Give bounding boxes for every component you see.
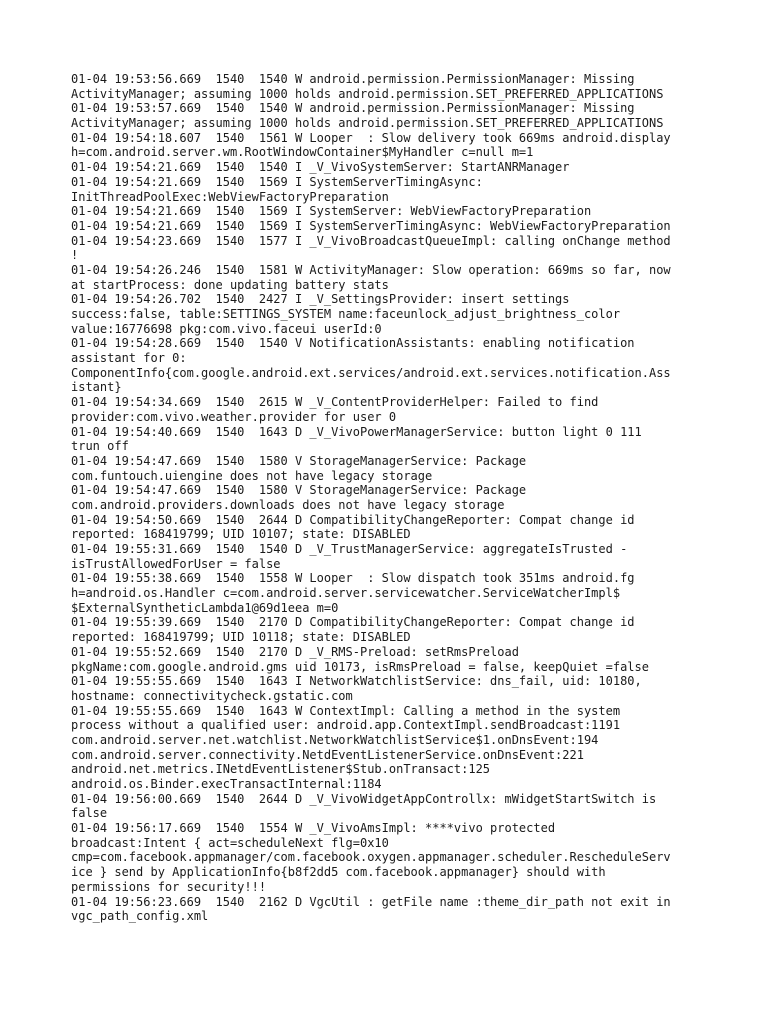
log-line: 01-04 19:54:34.669 1540 2615 W _V_ContentProviderHelper: Failed to find [71, 395, 599, 410]
log-line: InitThreadPoolExec:WebViewFactoryPreparation [71, 189, 389, 204]
log-line: 01-04 19:54:26.702 1540 2427 I _V_SettingsProvider: insert settings [71, 292, 570, 307]
log-line: 01-04 19:54:40.669 1540 1643 D _V_VivoPowerManagerService: button light 0 111 [71, 424, 642, 439]
log-line: cmp=com.facebook.appmanager/com.facebook.oxygen.appmanager.scheduler.RescheduleServ [71, 850, 671, 865]
log-line: 01-04 19:54:26.246 1540 1581 W ActivityManager: Slow operation: 669ms so far, now [71, 262, 671, 277]
log-line: 01-04 19:55:38.669 1540 1558 W Looper : Slow dispatch took 351ms android.fg [71, 571, 635, 586]
log-line: ice } send by ApplicationInfo{b8f2dd5 com.facebook.appmanager} should with [71, 865, 606, 880]
log-line: com.android.server.net.watchlist.NetworkWatchlistService$1.onDnsEvent:194 [71, 732, 599, 747]
log-line: vgc_path_config.xml [71, 909, 209, 924]
log-line: 01-04 19:54:21.669 1540 1540 I _V_VivoSystemServer: StartANRManager [71, 160, 570, 175]
log-line: process without a qualified user: android.app.ContextImpl.sendBroadcast:1191 [71, 718, 621, 733]
log-line: 01-04 19:54:47.669 1540 1580 V StorageManagerService: Package [71, 453, 527, 468]
log-line: com.android.providers.downloads does not have legacy storage [71, 497, 505, 512]
log-line: com.funtouch.uiengine does not have legacy storage [71, 468, 433, 483]
log-line: 01-04 19:55:55.669 1540 1643 I NetworkWatchlistService: dns_fail, uid: 10180, [71, 674, 642, 689]
log-line: $ExternalSyntheticLambda1@69d1eea m=0 [71, 600, 339, 615]
log-line: hostname: connectivitycheck.gstatic.com [71, 688, 353, 703]
log-line: 01-04 19:53:56.669 1540 1540 W android.permission.PermissionManager: Missing [71, 72, 635, 86]
log-line: 01-04 19:55:39.669 1540 2170 D CompatibilityChangeReporter: Compat change id [71, 615, 635, 630]
log-text-block [71, 72, 702, 924]
log-line: 01-04 19:54:21.669 1540 1569 I SystemServerTimingAsync: [71, 174, 483, 189]
log-line: 01-04 19:55:55.669 1540 1643 W ContextImpl: Calling a method in the system [71, 703, 621, 718]
log-line: 01-04 19:54:47.669 1540 1580 V StorageManagerService: Package [71, 483, 527, 498]
log-line: value:16776698 pkg:com.vivo.faceui userId:0 [71, 321, 382, 336]
log-line: reported: 168419799; UID 10118; state: DISABLED [71, 630, 411, 645]
log-line: 01-04 19:54:21.669 1540 1569 I SystemServer: WebViewFactoryPreparation [71, 204, 592, 219]
log-line: 01-04 19:54:18.607 1540 1561 W Looper : Slow delivery took 669ms android.display [71, 130, 671, 145]
log-line: pkgName:com.google.android.gms uid 10173, isRmsPreload = false, keepQuiet =false [71, 659, 649, 674]
log-line: android.net.metrics.INetdEventListener$Stub.onTransact:125 [71, 762, 491, 777]
log-line: false [71, 806, 108, 821]
log-line: 01-04 19:56:17.669 1540 1554 W _V_VivoAmsImpl: ****vivo protected [71, 821, 556, 836]
log-line: assistant for 0: [71, 351, 187, 366]
log-line: broadcast:Intent { act=scheduleNext flg=0x10 [71, 835, 389, 850]
log-line: 01-04 19:54:50.669 1540 2644 D CompatibilityChangeReporter: Compat change id [71, 512, 635, 527]
log-line: 01-04 19:55:52.669 1540 2170 D _V_RMS-Preload: setRmsPreload [71, 644, 519, 659]
log-line: h=android.os.Handler c=com.android.server.servicewatcher.ServiceWatcherImpl$ [71, 586, 621, 601]
log-line: h=com.android.server.wm.RootWindowContainer$MyHandler c=null m=1 [71, 145, 534, 160]
log-line: trun off [71, 439, 129, 454]
log-line: at startProcess: done updating battery stats [71, 277, 389, 292]
log-line: ! [71, 248, 79, 263]
log-line: provider:com.vivo.weather.provider for user 0 [71, 409, 397, 424]
log-line: isTrustAllowedForUser = false [71, 556, 281, 571]
log-line: 01-04 19:54:21.669 1540 1569 I SystemServerTimingAsync: WebViewFactoryPreparation [71, 218, 671, 233]
log-line: istant} [71, 380, 122, 395]
log-line: ActivityManager; assuming 1000 holds android.permission.SET_PREFERRED_APPLICATIONS [71, 116, 664, 131]
log-line: 01-04 19:54:28.669 1540 1540 V NotificationAssistants: enabling notification [71, 336, 635, 351]
log-line: 01-04 19:54:23.669 1540 1577 I _V_VivoBroadcastQueueImpl: calling onChange method [71, 233, 671, 248]
log-line: android.os.Binder.execTransactInternal:1184 [71, 777, 382, 791]
log-line: 01-04 19:56:23.669 1540 2162 D VgcUtil : getFile name :theme_dir_path not exit in [71, 894, 671, 909]
log-line: ComponentInfo{com.google.android.ext.services/android.ext.services.notification.Ass [71, 365, 671, 380]
log-line: 01-04 19:53:57.669 1540 1540 W android.permission.PermissionManager: Missing [71, 101, 635, 116]
log-line: success:false, table:SETTINGS_SYSTEM name:faceunlock_adjust_brightness_color [71, 307, 621, 321]
log-line: 01-04 19:56:00.669 1540 2644 D _V_VivoWidgetAppControllx: mWidgetStartSwitch is [71, 791, 657, 806]
log-line: reported: 168419799; UID 10107; state: DISABLED [71, 527, 411, 542]
log-line: 01-04 19:55:31.669 1540 1540 D _V_TrustManagerService: aggregateIsTrusted - [71, 542, 628, 556]
log-line: ActivityManager; assuming 1000 holds android.permission.SET_PREFERRED_APPLICATIONS [71, 86, 664, 101]
log-line: com.android.server.connectivity.NetdEventListenerService.onDnsEvent:221 [71, 747, 584, 762]
log-line: permissions for security!!! [71, 879, 267, 894]
